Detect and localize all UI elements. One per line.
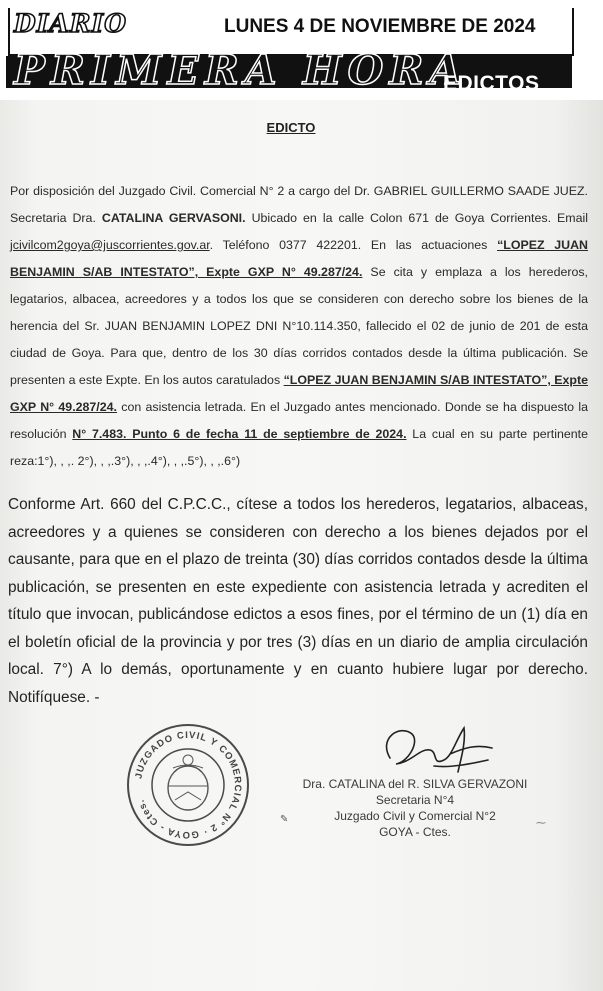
newspaper-header <box>0 0 603 92</box>
resolution-text: Conforme Art. 660 del C.P.C.C., cítese a todos los herederos, legatarios, albaceas, acreedores y a quienes se consideren con derecho a los bienes dejados por el causante, para que en el plazo de treinta (30) días corridos contados desde la última publicación, se presenten en este expediente con asistencia letrada y acrediten el título que invocan, publicándose edictos a esos fines, por el término de un (1) día en el boletín oficial de la provincia y por tres (3) días en un diario de amplia circulación local. 7°) A lo demás, oportunamente y en cuanto hubiere lugar por derecho. Notifíquese. - <box>8 496 588 706</box>
signer-location: GOYA - Ctes. <box>379 825 451 839</box>
edict-document <box>0 100 603 991</box>
signer-role: Secretaria N°4 <box>375 793 455 807</box>
text-segment: Se cita y emplaza a los herederos, legatarios, albacea, acreedores y a todos los que se consideren con derecho sobre los bienes de la herencia del Sr. JUAN BENJAMIN LOPEZ DNI N°10.114.350, fallecido el 02 de junio de 201 de esta ciudad de Goya. Para que, dentro de los 30 días corridos contados desde la última publicación. Se presenten a este Expte. En los autos caratulados <box>10 265 589 387</box>
handwritten-signature-icon <box>360 718 500 784</box>
logo-primera-hora: PRIMERA HORA <box>14 46 468 92</box>
signature-block <box>270 776 560 840</box>
text-segment: con asistencia letrada. En el Juzgado antes mencionado. Donde se ha dispuesto la resolución <box>10 400 589 441</box>
ink-mark-icon: ⁓ <box>536 818 546 829</box>
ink-mark-icon: ✎ <box>280 814 289 825</box>
case-title-1: “LOPEZ JUAN BENJAMIN S/AB INTESTATO”, Expte GXP N° 49.287/24. <box>10 238 588 279</box>
court-seal-icon <box>125 722 251 848</box>
text-segment: Por disposición del Juzgado Civil. Comercial N° 2 a cargo del Dr. GABRIEL GUILLERMO SAADE JUEZ. Secretaria Dra. <box>10 184 588 225</box>
secretary-name: CATALINA GERVASONI. <box>101 211 246 225</box>
text-segment: La cual en su parte pertinente reza:1°), , ,. 2°), , ,.3°), , ,.4°), , ,.5°), , ,.6°) <box>10 427 589 468</box>
logo-diario: DIARIO <box>14 9 128 38</box>
edict-paragraph-1 <box>10 178 588 475</box>
svg-text:JUZGADO CIVIL Y COMERCIAL N° 2 <box>133 730 243 840</box>
publication-date: LUNES 4 DE NOVIEMBRE DE 2024 <box>224 16 536 37</box>
text-segment: . Teléfono 0377 422201. En las actuaciones <box>209 238 498 252</box>
section-label: EDICTOS <box>443 72 540 92</box>
text-segment: Ubicado en la calle Colon 671 de Goya Corrientes. Email <box>245 211 588 225</box>
edict-paragraph-2 <box>8 491 588 711</box>
court-email-link[interactable]: jcivilcom2goya@juscorrientes.gov.ar <box>10 238 210 252</box>
resolution-reference: N° 7.483. Punto 6 de fecha 11 de septiembre de 2024. <box>72 427 407 441</box>
signer-name: Dra. CATALINA del R. SILVA GERVAZONI <box>302 777 528 791</box>
case-title-2: “LOPEZ JUAN BENJAMIN S/AB INTESTATO”, Expte GXP N° 49.287/24. <box>10 373 588 414</box>
seal-text: JUZGADO CIVIL Y COMERCIAL N° 2 · GOYA - Ctes. <box>133 729 244 841</box>
signer-court: Juzgado Civil y Comercial N°2 <box>334 809 496 823</box>
document-title: EDICTO <box>266 120 316 135</box>
